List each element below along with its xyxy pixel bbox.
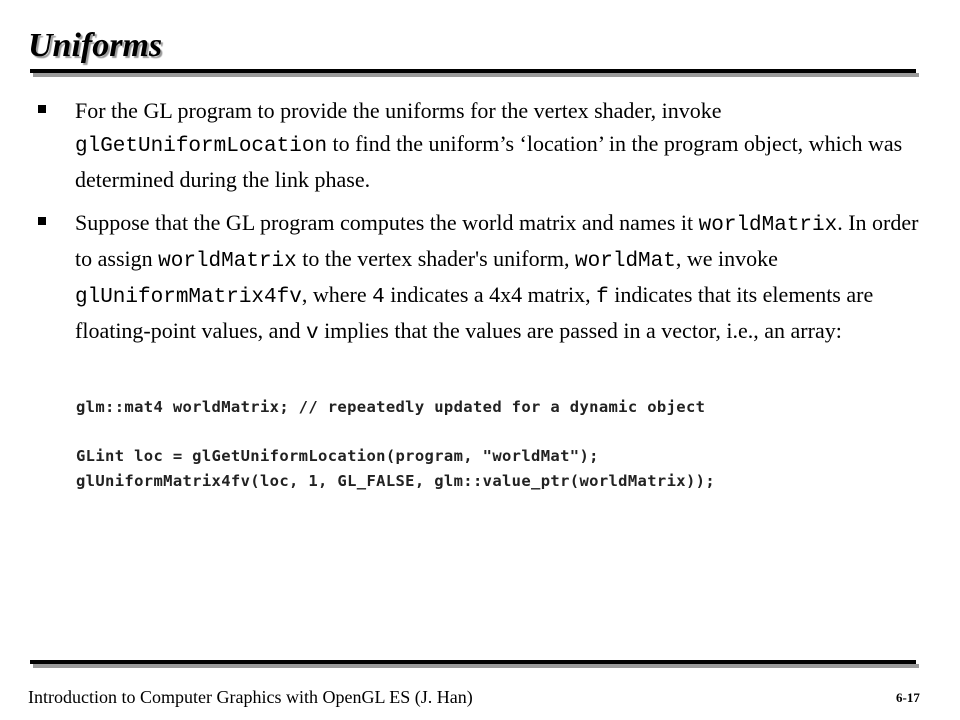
inline-code: worldMatrix	[698, 214, 838, 237]
code-line: glm::mat4 worldMatrix; // repeatedly updated for a dynamic object	[76, 398, 706, 416]
text-run: indicates that its elements are floating-point values, and	[75, 282, 874, 343]
footer-divider	[30, 660, 916, 664]
bullet-text	[75, 210, 918, 343]
text-run: to the vertex shader's uniform,	[296, 246, 576, 271]
inline-code: 4	[372, 286, 385, 309]
text-run: implies that the values are passed in a vector, i.e., an array:	[318, 318, 842, 343]
text-run: indicates a 4x4 matrix,	[384, 282, 597, 307]
text-run: to find the uniform’s ‘location’ in the program object, which was determined during the link phase.	[75, 131, 903, 192]
title-divider	[30, 69, 916, 73]
bullet-item	[38, 94, 928, 196]
inline-code: f	[596, 286, 609, 309]
footer-course-title: Introduction to Computer Graphics with OpenGL ES (J. Han)	[28, 687, 473, 707]
bullet-list	[38, 94, 928, 360]
inline-code: glUniformMatrix4fv	[75, 286, 302, 309]
text-run: . In order to assign	[75, 210, 919, 271]
code-line: glUniformMatrix4fv(loc, 1, GL_FALSE, glm::value_ptr(worldMatrix));	[76, 471, 715, 490]
slide-title: Uniforms	[28, 27, 163, 64]
inline-code: worldMatrix	[158, 250, 297, 273]
inline-code: worldMat	[575, 250, 676, 273]
square-bullet-icon	[38, 217, 46, 225]
page-number: 6-17	[896, 690, 920, 705]
code-block	[76, 395, 715, 493]
code-line: GLint loc = glGetUniformLocation(program, "worldMat");	[76, 447, 599, 465]
bullet-text	[75, 98, 902, 192]
inline-code: glGetUniformLocation	[75, 135, 328, 158]
bullet-item	[38, 206, 928, 350]
text-run: , we invoke	[675, 246, 778, 271]
inline-code: v	[305, 322, 319, 345]
square-bullet-icon	[38, 105, 46, 113]
text-run: For the GL program to provide the uniforms for the vertex shader, invoke	[75, 98, 722, 123]
code-line	[76, 420, 715, 445]
text-run: , where	[301, 282, 373, 307]
text-run: Suppose that the GL program computes the world matrix and names it	[75, 210, 699, 235]
